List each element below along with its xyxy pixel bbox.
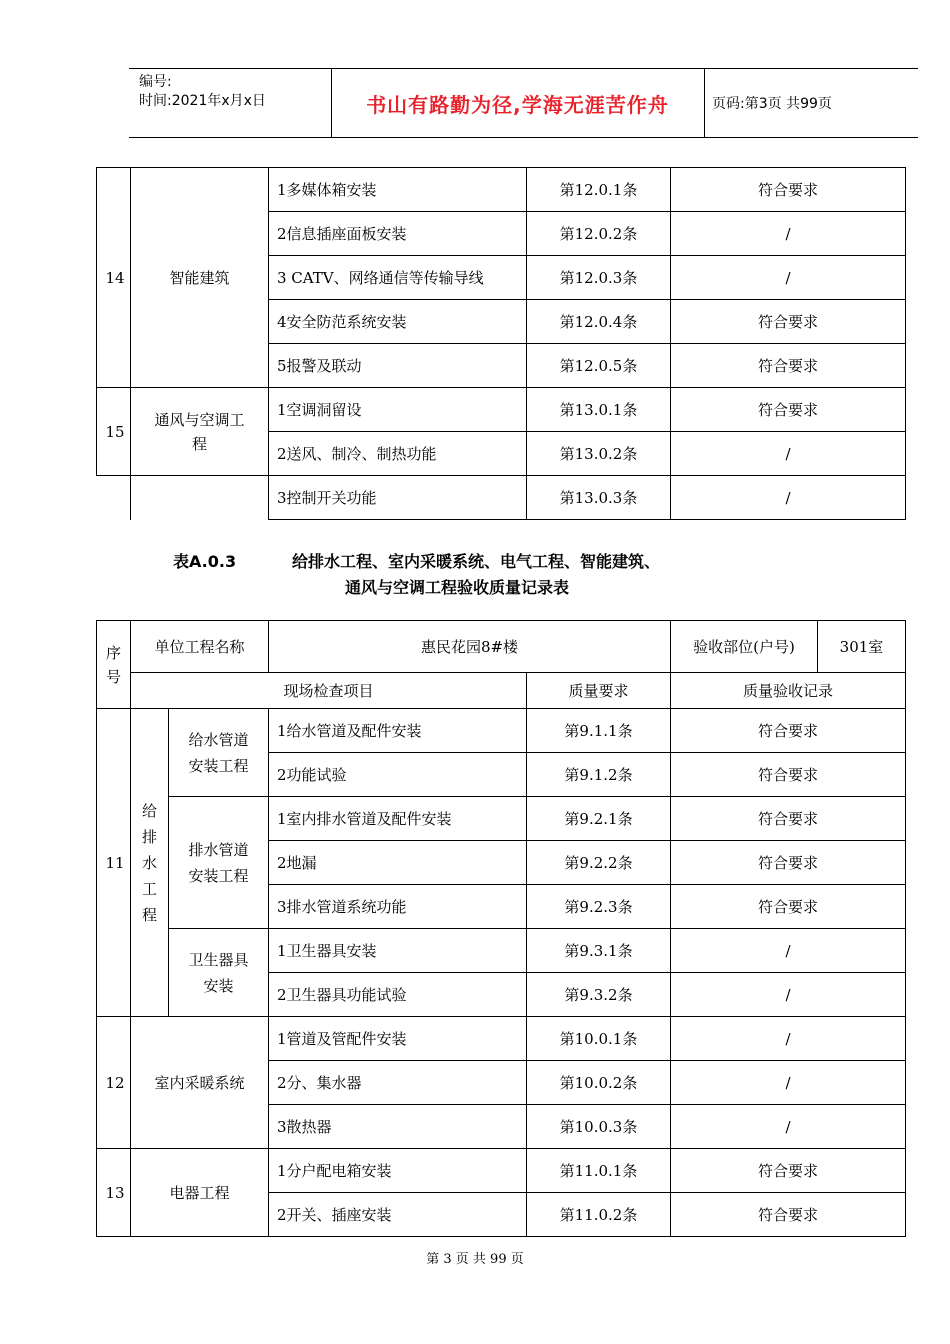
subgroup-name [169,709,269,797]
table-continued [96,167,906,520]
req-cell: 第9.2.3条 [527,885,671,929]
page-footer: 第 3 页 共 99 页 [426,1252,524,1267]
item-cell: 5报警及联动 [269,344,527,388]
seq-header [97,621,131,709]
record-cell: 符合要求 [671,1149,906,1193]
subgroup-name [169,929,269,1017]
subgroup-name-text: 排水管道安装工程 [188,840,249,885]
group-number [97,168,131,388]
date-label: 时间:2021年x月x日 [139,93,266,109]
group-number [97,1149,131,1237]
group-name [131,709,169,1017]
item-cell: 3控制开关功能 [269,476,527,520]
req-cell: 第9.3.1条 [527,929,671,973]
req-cell: 第9.2.2条 [527,841,671,885]
unit-name-header: 单位工程名称 [131,621,269,673]
acceptance-record-table [96,620,906,1237]
serial-label: 编号: [139,74,172,90]
record-cell: / [671,1061,906,1105]
req-cell: 第13.0.1条 [527,388,671,432]
table-header-row [97,673,906,709]
record-cell: 符合要求 [671,344,906,388]
header-divider [704,69,705,137]
item-cell: 2信息插座面板安装 [269,212,527,256]
record-cell: 符合要求 [671,1193,906,1237]
subgroup-name-text: 卫生器具安装 [188,950,249,995]
item-cell: 2地漏 [269,841,527,885]
req-cell: 第11.0.2条 [527,1193,671,1237]
record-cell: 符合要求 [671,797,906,841]
item-cell: 1管道及管配件安装 [269,1017,527,1061]
group-number [97,388,131,476]
header-meta [139,73,266,111]
item-cell: 1空调洞留设 [269,388,527,432]
table-caption-line1: 给排水工程、室内采暖系统、电气工程、智能建筑、 [292,552,661,571]
record-cell: 符合要求 [671,300,906,344]
req-cell: 第10.0.1条 [527,1017,671,1061]
item-cell: 3 CATV、网络通信等传输导线 [269,256,527,300]
part-header [671,621,818,673]
record-cell: / [671,973,906,1017]
group-name: 智能建筑 [131,168,269,388]
unit-name-value: 惠民花园8#楼 [269,621,671,673]
group-name-text: 给排水工程 [141,801,157,924]
item-cell: 3排水管道系统功能 [269,885,527,929]
item-cell: 1给水管道及配件安装 [269,709,527,753]
part-header-text: 验收部位(户号) [693,637,795,656]
req-cell: 第13.0.2条 [527,432,671,476]
table-row [97,797,906,841]
record-cell: / [671,1017,906,1061]
subgroup-name [169,797,269,929]
record-cell: 符合要求 [671,709,906,753]
group-number-text: 13 [105,1183,125,1202]
item-cell: 1多媒体箱安装 [269,168,527,212]
header-page-info: 页码:第3页 共99页 [712,96,832,112]
record-cell: / [671,256,906,300]
req-cell: 第12.0.4条 [527,300,671,344]
record-cell: 符合要求 [671,753,906,797]
table-row [97,1149,906,1193]
empty-cell [97,476,131,520]
header-motto: 书山有路勤为径,学海无涯苦作舟 [366,92,669,117]
table-row [97,709,906,753]
record-cell: 符合要求 [671,885,906,929]
item-cell: 2卫生器具功能试验 [269,973,527,1017]
table-row [97,168,906,212]
table-row [97,929,906,973]
record-cell: 符合要求 [671,841,906,885]
req-cell: 第9.1.2条 [527,753,671,797]
part-value: 301室 [818,621,906,673]
group-name: 室内采暖系统 [131,1017,269,1149]
group-name: 电器工程 [131,1149,269,1237]
record-cell: 符合要求 [671,388,906,432]
item-cell: 2分、集水器 [269,1061,527,1105]
group-number-text: 11 [105,853,125,872]
table-row [97,476,906,520]
req-cell: 第9.1.1条 [527,709,671,753]
item-cell: 1室内排水管道及配件安装 [269,797,527,841]
group-number-text: 12 [105,1073,125,1092]
table-caption-prefix: 表A.0.3 [173,552,237,571]
req-cell: 第10.0.3条 [527,1105,671,1149]
table-header-row [97,621,906,673]
group-name-text: 通风与空调工程 [154,410,245,453]
group-name [131,388,269,476]
group-number-text: 14 [105,268,125,287]
req-cell: 第10.0.2条 [527,1061,671,1105]
table-row [97,388,906,432]
req-cell: 第12.0.5条 [527,344,671,388]
record-cell: / [671,212,906,256]
req-header: 质量要求 [527,673,671,709]
subgroup-name-text: 给水管道安装工程 [188,730,249,775]
item-cell: 4安全防范系统安装 [269,300,527,344]
item-cell: 1卫生器具安装 [269,929,527,973]
item-cell: 1分户配电箱安装 [269,1149,527,1193]
record-cell: / [671,476,906,520]
group-number-text: 15 [105,422,125,441]
req-cell: 第9.3.2条 [527,973,671,1017]
req-cell: 第13.0.3条 [527,476,671,520]
table-row [97,1017,906,1061]
req-cell: 第12.0.2条 [527,212,671,256]
req-cell: 第9.2.1条 [527,797,671,841]
record-cell: 符合要求 [671,168,906,212]
record-cell: / [671,432,906,476]
seq-header-text: 序号 [105,643,121,686]
item-cell: 3散热器 [269,1105,527,1149]
req-cell: 第11.0.1条 [527,1149,671,1193]
record-header: 质量验收记录 [671,673,906,709]
record-cell: / [671,929,906,973]
req-cell: 第12.0.1条 [527,168,671,212]
items-header: 现场检查项目 [131,673,527,709]
empty-cell [131,476,269,520]
group-number [97,709,131,1017]
item-cell: 2送风、制冷、制热功能 [269,432,527,476]
req-cell: 第12.0.3条 [527,256,671,300]
table-caption-line2: 通风与空调工程验收质量记录表 [345,578,570,597]
page-header [129,68,918,138]
record-cell: / [671,1105,906,1149]
group-number [97,1017,131,1149]
item-cell: 2功能试验 [269,753,527,797]
item-cell: 2开关、插座安装 [269,1193,527,1237]
